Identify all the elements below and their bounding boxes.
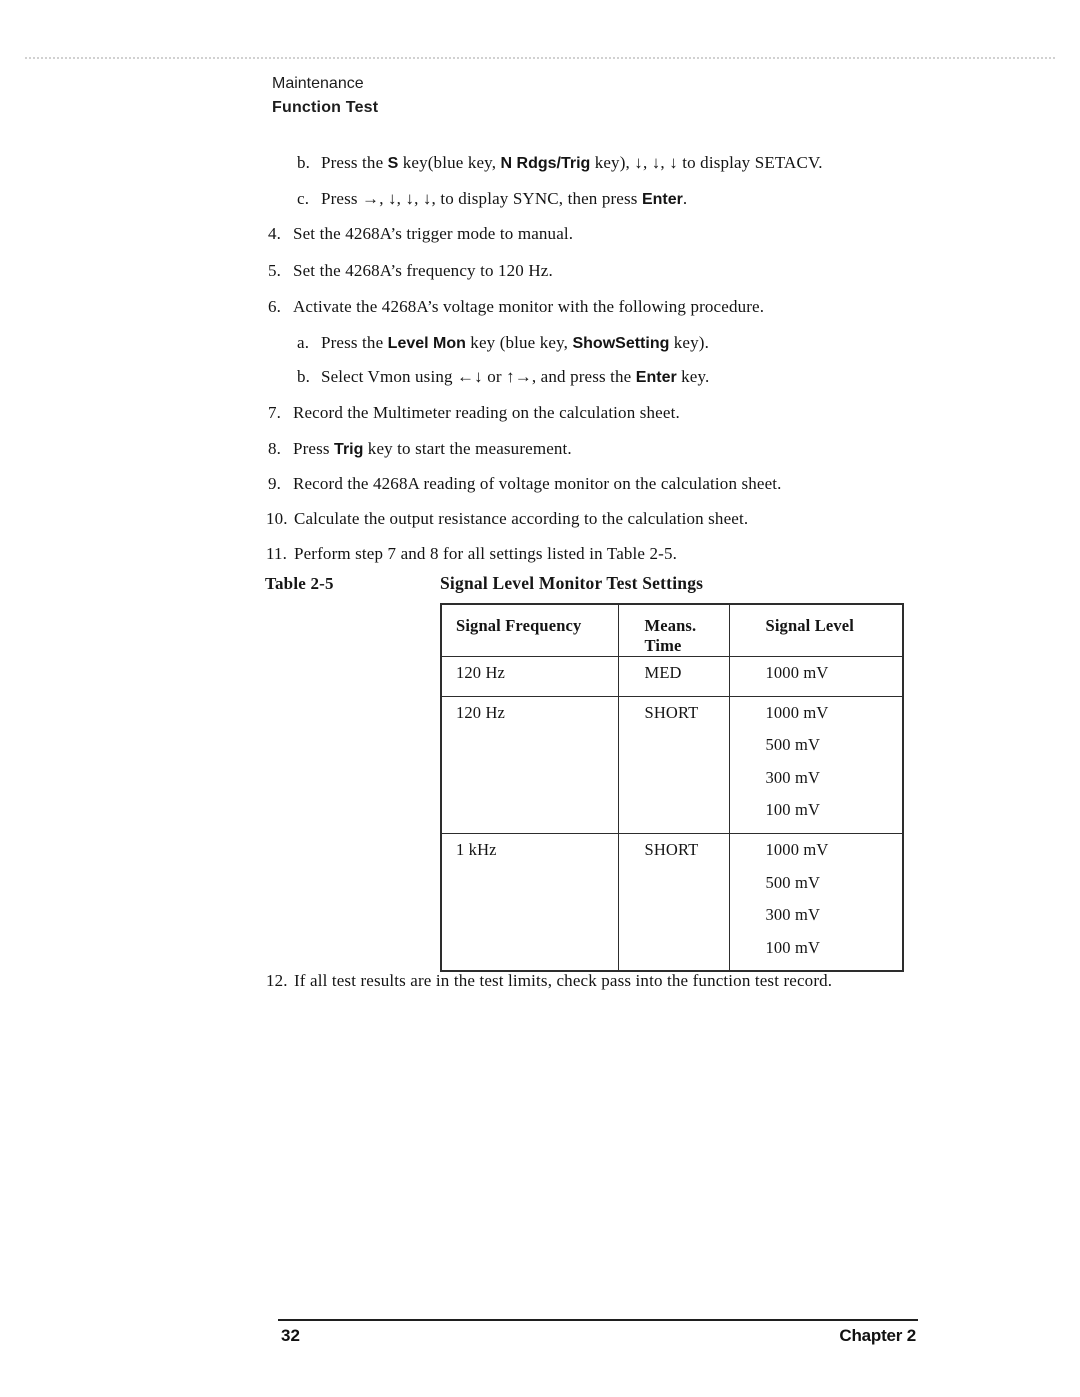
cell-meas-time: MED: [618, 657, 729, 697]
step-text: Record the 4268A reading of voltage monitor on the calculation sheet.: [293, 474, 782, 493]
step-label: 10.: [266, 509, 288, 528]
level-value: 300 mV: [765, 905, 821, 925]
col-header-meas-time: Means. Time: [618, 604, 729, 657]
running-header-subsection: Function Test: [272, 99, 379, 116]
col-header-signal-level: Signal Level: [729, 604, 903, 657]
step-text: Activate the 4268A’s voltage monitor with the following procedure.: [293, 297, 765, 316]
procedure-step-7: [268, 403, 680, 423]
cell-frequency: 120 Hz: [441, 696, 618, 833]
procedure-step-6b: [297, 367, 709, 387]
step-label: 4.: [268, 224, 282, 243]
procedure-step-5: [268, 261, 553, 281]
table-caption-title: Signal Level Monitor Test Settings: [440, 573, 704, 593]
cell-meas-time: SHORT: [618, 833, 729, 971]
level-value: 1000 mV: [765, 663, 829, 682]
level-value: 500 mV: [765, 735, 821, 755]
step-label: 6.: [268, 297, 282, 316]
step-label: a.: [297, 333, 310, 352]
step-text: Press Trig key to start the measurement.: [293, 439, 572, 458]
level-value: 1000 mV: [765, 702, 829, 722]
procedure-step-4: [268, 224, 573, 244]
step-label: 7.: [268, 403, 282, 422]
cell-meas-time: SHORT: [618, 696, 729, 833]
procedure-step-8: [268, 439, 572, 459]
cell-frequency: 1 kHz: [441, 833, 618, 971]
procedure-step-10: [266, 509, 748, 529]
step-text: Calculate the output resistance according to the calculation sheet.: [294, 509, 749, 528]
procedure-step-6a: [297, 333, 709, 353]
step-text: Press the S key(blue key, N Rdgs/Trig key), ↓, ↓, ↓ to display SETACV.: [321, 153, 823, 172]
procedure-step-b: [297, 153, 823, 173]
step-label: 8.: [268, 439, 282, 458]
step-label: b.: [297, 153, 311, 172]
level-value: 100 mV: [765, 937, 821, 957]
procedure-step-12: [266, 971, 832, 991]
cell-signal-level: [729, 833, 903, 971]
chapter-label: Chapter 2: [839, 1326, 916, 1345]
step-text: Record the Multimeter reading on the calculation sheet.: [293, 403, 680, 422]
cell-signal-level: [729, 696, 903, 833]
table-caption-label: Table 2-5: [265, 574, 334, 593]
procedure-step-6: [268, 297, 764, 317]
step-text: Perform step 7 and 8 for all settings listed in Table 2-5.: [294, 544, 678, 563]
step-label: b.: [297, 367, 311, 386]
step-label: 5.: [268, 261, 282, 280]
cell-frequency: 120 Hz: [441, 657, 618, 697]
procedure-step-11: [266, 544, 677, 564]
procedure-step-9: [268, 474, 782, 494]
running-header: [272, 72, 378, 120]
level-value: 500 mV: [765, 872, 821, 892]
step-text: Set the 4268A’s trigger mode to manual.: [293, 224, 574, 243]
table-header-row: [441, 604, 903, 657]
step-label: 11.: [266, 544, 288, 563]
level-value: 1000 mV: [765, 839, 829, 859]
step-label: 12.: [266, 971, 288, 990]
col-header-signal-frequency: Signal Frequency: [441, 604, 618, 657]
table-row: [441, 696, 903, 833]
page-number: 32: [281, 1326, 300, 1345]
level-value: 300 mV: [765, 767, 821, 787]
table-row: [441, 833, 903, 971]
table-row: [441, 657, 903, 697]
scan-artifact-line: [25, 57, 1055, 59]
step-text: Set the 4268A’s frequency to 120 Hz.: [293, 261, 553, 280]
step-label: 9.: [268, 474, 282, 493]
procedure-step-c: [297, 189, 687, 209]
running-header-section: Maintenance: [272, 75, 364, 92]
step-label: c.: [297, 189, 310, 208]
step-text: Select Vmon using ←↓ or ↑→, and press the Enter key.: [321, 367, 710, 386]
footer-rule: [278, 1319, 918, 1321]
signal-level-monitor-table: [440, 603, 904, 972]
step-text: Press →, ↓, ↓, ↓, to display SYNC, then press Enter.: [321, 189, 688, 208]
step-text: If all test results are in the test limits, check pass into the function test record.: [294, 971, 833, 990]
level-value: 100 mV: [765, 800, 821, 820]
cell-signal-level: [729, 657, 903, 697]
step-text: Press the Level Mon key (blue key, ShowSetting key).: [321, 333, 709, 352]
